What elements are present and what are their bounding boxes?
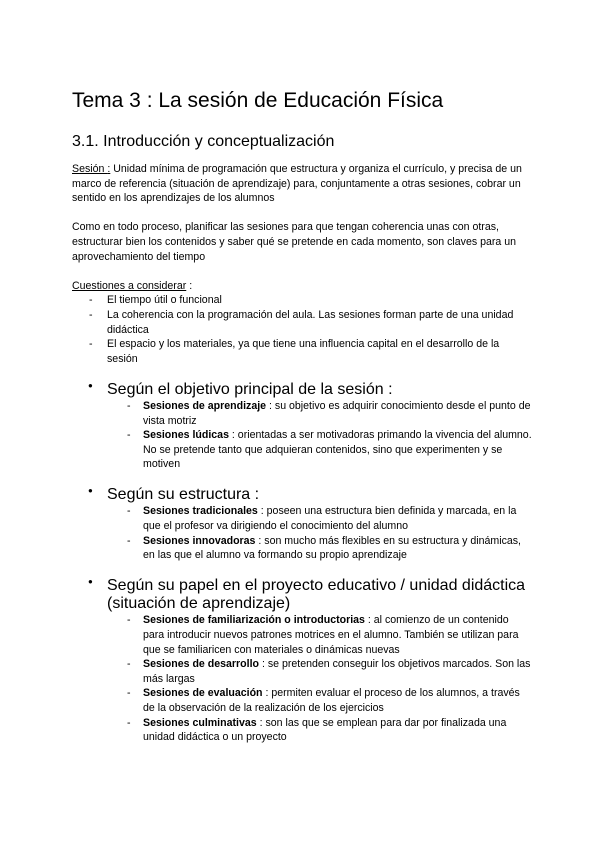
- list-item: [72, 716, 532, 745]
- document-page: [72, 88, 532, 745]
- list-item: - El espacio y los materiales, ya que tiene una influencia capital en el desarrollo de la sesión: [72, 337, 532, 366]
- process-paragraph: Como en todo proceso, planificar las sesiones para que tengan coherencia unas con otras, estructurar bien los contenidos y saber qué se pretende en cada momento, son claves para un aprovechamiento del tiempo: [72, 221, 517, 263]
- document-title: Tema 3 : La sesión de Educación Física: [72, 89, 444, 112]
- sub-list: [72, 613, 532, 744]
- group-label: ● Según su estructura :: [72, 486, 532, 504]
- item-term: Sesiones de aprendizaje: [143, 399, 267, 412]
- list-item: [72, 657, 532, 686]
- cuestiones-heading: [72, 279, 532, 294]
- item-text: : son las que se emplean para dar por finalizada una unidad didáctica o un proyecto: [143, 716, 507, 744]
- item-term: Sesiones de desarrollo: [143, 658, 259, 671]
- item-text: : poseen una estructura bien definida y marcada, en la que el profesor va dirigiendo el conocimiento del alumno: [143, 505, 517, 533]
- list-item: - La coherencia con la programación del aula. Las sesiones forman parte de una unidad didáctica: [72, 308, 532, 337]
- section-heading: 3.1. Introducción y conceptualización: [72, 133, 335, 150]
- list-item: [72, 686, 532, 715]
- item-text: : al comienzo de un contenido para introducir nuevos patrones motrices en el alumno. También se utilizan para que se familiaricen con materiales o dinámicas nuevas: [143, 614, 519, 656]
- group-papel: [72, 577, 532, 744]
- group-label: ● Según el objetivo principal de la sesión :: [72, 381, 532, 399]
- list-item: [72, 534, 532, 563]
- cuestiones-list: [72, 293, 532, 366]
- group-objetivo: [72, 381, 532, 472]
- list-item: [72, 504, 532, 533]
- cuestiones-heading-text: Cuestiones a considerar: [72, 279, 187, 292]
- sub-list: [72, 399, 532, 472]
- list-item: [72, 613, 532, 657]
- item-text: : se pretenden conseguir los objetivos marcados. Son las más largas: [143, 658, 531, 685]
- item-text: : permiten evaluar el proceso de los alumnos, a través de la observación de la realización de los ejercicios: [143, 687, 520, 714]
- definition-text: Unidad mínima de programación que estructura y organiza el currículo, y precisa de un marco de referencia (situación de aprendizaje) para, conjuntamente a otras sesiones, cobrar un sentido en los aprendizajes de los alumnos: [72, 163, 522, 205]
- list-item: - El tiempo útil o funcional: [72, 293, 532, 308]
- group-label: ● Según su papel en el proyecto educativo / unidad didáctica (situación de aprendizaje): [72, 577, 532, 613]
- group-estructura: [72, 486, 532, 562]
- item-term: Sesiones tradicionales: [143, 505, 258, 518]
- sub-list: [72, 504, 532, 562]
- item-text: : son mucho más flexibles en su estructura y dinámicas, en las que el alumno va formando su propio aprendizaje: [143, 534, 522, 562]
- item-term: Sesiones lúdicas: [143, 429, 229, 442]
- item-term: Sesiones innovadoras: [143, 534, 256, 547]
- list-item: [72, 428, 532, 472]
- item-text: : orientadas a ser motivadoras primando la vivencia del alumno. No se pretende tanto que adquieran contenidos, sino que experimenten y se motiven: [143, 429, 532, 471]
- item-text: : su objetivo es adquirir conocimiento desde el punto de vista motriz: [143, 399, 531, 427]
- definition-paragraph: [72, 162, 532, 206]
- item-term: Sesiones de evaluación: [143, 687, 263, 700]
- definition-term: Sesión: [72, 163, 108, 175]
- definition-separator: :: [107, 163, 111, 175]
- item-term: Sesiones de familiarización o introductorias: [143, 614, 365, 627]
- list-item: [72, 399, 532, 428]
- cuestiones-heading-suffix: :: [186, 279, 193, 292]
- item-term: Sesiones culminativas: [143, 716, 257, 729]
